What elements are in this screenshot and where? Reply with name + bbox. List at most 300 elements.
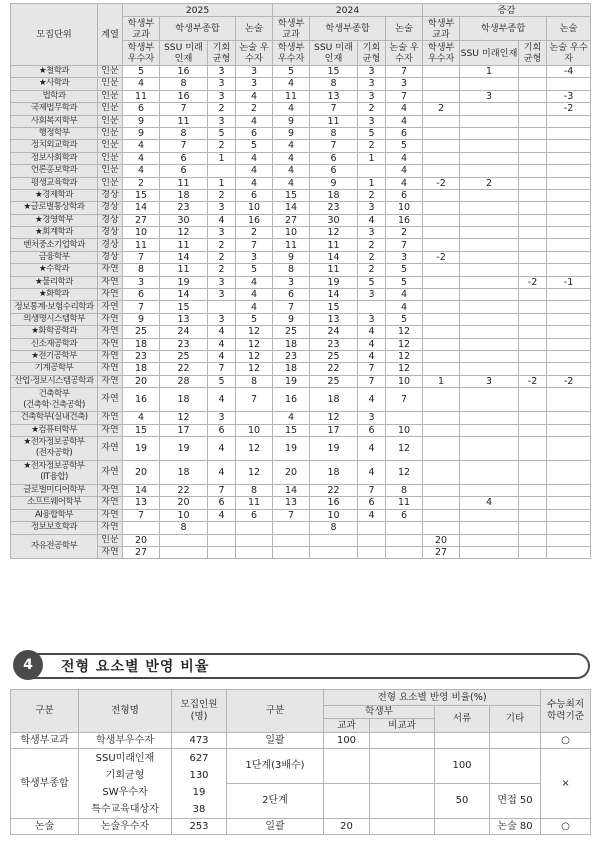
cell-noncurricular: [370, 733, 435, 749]
cell-value: 7: [160, 140, 208, 152]
cell-unit: 건축학부 (건축학·건축공학): [11, 388, 98, 412]
cell-value: [460, 388, 519, 412]
quota-item: 130: [189, 769, 209, 781]
cell-value: 15: [310, 301, 358, 313]
cell-value: [208, 546, 236, 558]
sub-header-ssu: SSU 미래인재: [160, 41, 208, 66]
cell-value: 8: [236, 375, 273, 387]
cell-value: [519, 90, 547, 102]
cell-value: 8: [160, 78, 208, 90]
cell-value: 5: [386, 264, 423, 276]
cell-value: 3: [208, 412, 236, 424]
cell-value: 3: [358, 227, 386, 239]
cell-value: 5: [358, 276, 386, 288]
table-body: [11, 66, 591, 559]
cell-value: [423, 363, 460, 375]
cell-value: 20: [123, 460, 160, 484]
cell-value: 8: [386, 484, 423, 496]
cell-value: 12: [310, 227, 358, 239]
cell-curricular: [324, 784, 370, 819]
cell-value: -2: [423, 251, 460, 263]
cell-value: 7: [386, 90, 423, 102]
cell-value: [423, 66, 460, 78]
cell-value: [519, 127, 547, 139]
cell-curricular: 20: [324, 819, 370, 835]
table-row: [11, 165, 591, 177]
quota-item: 627: [189, 752, 209, 764]
cell-value: [547, 522, 591, 534]
cell-unit: 정보통계·보험수리학과: [11, 301, 98, 313]
cell-value: 23: [160, 202, 208, 214]
cell-value: 3: [208, 313, 236, 325]
cell-value: 11: [160, 177, 208, 189]
cell-value: [547, 350, 591, 362]
cell-value: 4: [273, 177, 310, 189]
cell-value: [519, 140, 547, 152]
cell-value: 2: [236, 103, 273, 115]
cell-value: 23: [273, 350, 310, 362]
cell-value: 16: [310, 497, 358, 509]
cell-value: 3: [358, 202, 386, 214]
cell-value: 4: [123, 165, 160, 177]
cell-value: [460, 313, 519, 325]
cell-value: 1: [358, 177, 386, 189]
cell-value: 7: [208, 363, 236, 375]
cell-value: 2: [236, 227, 273, 239]
cell-value: 1: [208, 177, 236, 189]
group-header-nonsul: 논술: [547, 17, 591, 41]
cell-value: 3: [460, 375, 519, 387]
cell-value: 7: [358, 484, 386, 496]
cell-value: 19: [273, 436, 310, 460]
cell-value: 11: [273, 239, 310, 251]
cell-value: 4: [123, 140, 160, 152]
cell-value: 4: [208, 509, 236, 521]
cell-value: 19: [273, 375, 310, 387]
cell-value: [460, 239, 519, 251]
cell-track: 자연: [98, 509, 123, 521]
cell-value: 4: [123, 152, 160, 164]
cell-value: 2: [460, 177, 519, 189]
cell-value: 6: [160, 165, 208, 177]
section-title: 전형 요소별 반영 비율: [61, 659, 210, 675]
cell-etc: [490, 733, 541, 749]
cell-value: 2: [208, 251, 236, 263]
cell-value: 10: [236, 202, 273, 214]
cell-value: 14: [273, 484, 310, 496]
cell-value: 15: [273, 424, 310, 436]
cell-value: [460, 276, 519, 288]
cell-value: [460, 152, 519, 164]
cell-value: 19: [123, 436, 160, 460]
cell-value: [423, 301, 460, 313]
cell-value: [358, 522, 386, 534]
cell-value: 6: [160, 152, 208, 164]
cell-unit: ★전기공학부: [11, 350, 98, 362]
cell-value: 4: [358, 350, 386, 362]
cell-value: 12: [386, 436, 423, 460]
cell-value: 10: [386, 202, 423, 214]
cell-track: 인문: [98, 177, 123, 189]
cell-value: [547, 424, 591, 436]
table-row: [11, 733, 591, 749]
cell-value: [460, 546, 519, 558]
cell-value: [273, 522, 310, 534]
cell-value: [519, 313, 547, 325]
cell-value: [460, 189, 519, 201]
cell-value: 2: [208, 103, 236, 115]
cell-unit: ★화학과: [11, 289, 98, 301]
cell-value: 2: [358, 140, 386, 152]
cell-value: 4: [273, 103, 310, 115]
cell-curricular: [324, 749, 370, 784]
cell-noncurricular: [370, 819, 435, 835]
cell-value: 9: [123, 127, 160, 139]
table-row: [11, 388, 591, 412]
cell-value: 11: [160, 239, 208, 251]
cell-track: 경상: [98, 189, 123, 201]
sub-header-ssu: SSU 미래인재: [310, 41, 358, 66]
cell-value: [236, 546, 273, 558]
cell-value: 7: [310, 103, 358, 115]
cell-track: 인문: [98, 78, 123, 90]
table-row: [11, 227, 591, 239]
cell-value: 25: [310, 375, 358, 387]
cell-value: 16: [236, 214, 273, 226]
cell-value: [460, 301, 519, 313]
cell-value: 7: [386, 66, 423, 78]
table-row: [11, 546, 591, 558]
cell-value: 12: [236, 436, 273, 460]
cell-value: 15: [123, 424, 160, 436]
cell-value: [547, 484, 591, 496]
cell-track: 자연: [98, 326, 123, 338]
cell-value: 7: [208, 484, 236, 496]
cell-value: 16: [160, 66, 208, 78]
cell-value: 4: [208, 350, 236, 362]
cell-track: 자연: [98, 338, 123, 350]
cell-value: 7: [386, 239, 423, 251]
cell-value: 3: [358, 78, 386, 90]
cell-value: [460, 350, 519, 362]
cell-value: 4: [208, 338, 236, 350]
cell-value: 7: [310, 140, 358, 152]
cell-track: 경상: [98, 251, 123, 263]
cell-value: 10: [123, 227, 160, 239]
year-2024-header: 2024: [273, 4, 423, 17]
cell-track: 경상: [98, 202, 123, 214]
cell-value: 3: [460, 90, 519, 102]
cell-value: 12: [386, 326, 423, 338]
cell-value: [423, 127, 460, 139]
cell-value: [423, 424, 460, 436]
cell-value: [519, 251, 547, 263]
cell-curricular: 100: [324, 733, 370, 749]
cell-value: 14: [123, 484, 160, 496]
cell-value: [160, 534, 208, 546]
table-row: [11, 338, 591, 350]
cell-value: 8: [310, 78, 358, 90]
cell-value: [423, 276, 460, 288]
cell-value: [423, 522, 460, 534]
cell-unit: ★경영학부: [11, 214, 98, 226]
cell-value: 3: [236, 78, 273, 90]
cell-value: 8: [273, 264, 310, 276]
cell-unit: 기계공학부: [11, 363, 98, 375]
cell-value: [460, 460, 519, 484]
cell-track: 자연: [98, 497, 123, 509]
col-header-docs: 서류: [435, 706, 490, 733]
cell-value: 30: [310, 214, 358, 226]
cell-value: [519, 436, 547, 460]
cell-value: [547, 78, 591, 90]
cell-value: [460, 103, 519, 115]
table-row: [11, 276, 591, 288]
table-row: [11, 301, 591, 313]
cell-value: 18: [160, 388, 208, 412]
cell-value: [423, 338, 460, 350]
table-row: [11, 239, 591, 251]
cell-value: [519, 165, 547, 177]
table-row: [11, 152, 591, 164]
cell-track: 자연: [98, 546, 123, 558]
cell-value: 3: [208, 227, 236, 239]
table-row: [11, 264, 591, 276]
cell-value: 12: [386, 350, 423, 362]
cell-value: 25: [310, 350, 358, 362]
cell-value: [423, 313, 460, 325]
cell-name: 논술우수자: [79, 819, 172, 835]
cell-value: 4: [236, 152, 273, 164]
year-2025-header: 2025: [123, 4, 273, 17]
cell-value: [160, 546, 208, 558]
cell-value: 7: [160, 103, 208, 115]
cell-value: 4: [236, 301, 273, 313]
cell-unit: 정보보호학과: [11, 522, 98, 534]
table-row: [11, 127, 591, 139]
cell-value: 12: [386, 460, 423, 484]
cell-value: 6: [208, 497, 236, 509]
cell-value: -3: [547, 90, 591, 102]
cell-name: 학생부우수자: [79, 733, 172, 749]
table-row: [11, 66, 591, 78]
cell-track: 경상: [98, 214, 123, 226]
cell-value: 14: [310, 289, 358, 301]
cell-value: 2: [123, 177, 160, 189]
cell-value: 15: [273, 189, 310, 201]
cell-value: 12: [386, 338, 423, 350]
cell-value: 6: [386, 189, 423, 201]
cell-value: 7: [358, 363, 386, 375]
cell-value: 3: [386, 78, 423, 90]
cell-value: 7: [123, 251, 160, 263]
cell-value: 28: [160, 375, 208, 387]
cell-value: 20: [123, 375, 160, 387]
cell-value: [423, 326, 460, 338]
cell-value: [423, 214, 460, 226]
cell-track: 자연: [98, 264, 123, 276]
cell-value: [547, 301, 591, 313]
cell-value: -2: [519, 375, 547, 387]
cell-value: [547, 264, 591, 276]
cell-value: 16: [160, 90, 208, 102]
cell-value: 12: [160, 412, 208, 424]
sub-header-opportunity: 기회 균형: [519, 41, 547, 66]
section-heading: [13, 648, 590, 680]
cell-value: [519, 301, 547, 313]
group-header-jonghap: 학생부종합: [310, 17, 386, 41]
cell-min: ○: [541, 819, 591, 835]
col-header-stage: 구분: [227, 690, 324, 733]
cell-track: 자연: [98, 375, 123, 387]
cell-track: 인문: [98, 140, 123, 152]
cell-track: 자연: [98, 313, 123, 325]
cell-value: [547, 239, 591, 251]
cell-value: 6: [236, 127, 273, 139]
table-row: [11, 313, 591, 325]
cell-value: 8: [123, 264, 160, 276]
cell-unit: AI융합학부: [11, 509, 98, 521]
cell-value: [547, 251, 591, 263]
cell-value: 7: [123, 301, 160, 313]
cell-value: 9: [310, 177, 358, 189]
cell-value: 2: [208, 189, 236, 201]
cell-value: 6: [123, 289, 160, 301]
cell-value: 11: [310, 239, 358, 251]
cell-stage: 1단계(3배수): [227, 749, 324, 784]
cell-value: [236, 522, 273, 534]
cell-value: [423, 436, 460, 460]
cell-value: 3: [386, 251, 423, 263]
cell-value: [547, 412, 591, 424]
cell-value: 4: [273, 78, 310, 90]
sub-header-ssu: SSU 미래인재: [460, 41, 519, 66]
cell-value: 3: [358, 289, 386, 301]
group-header-jonghap: 학생부종합: [160, 17, 236, 41]
cell-value: 9: [273, 127, 310, 139]
cell-unit: ★전자정보공학부 (IT융합): [11, 460, 98, 484]
cell-value: 18: [310, 388, 358, 412]
cell-stage: 2단계: [227, 784, 324, 819]
cell-track: 인문: [98, 127, 123, 139]
cell-value: 7: [123, 509, 160, 521]
admissions-quota-table: [10, 3, 591, 559]
cell-value: [460, 127, 519, 139]
cell-value: [547, 436, 591, 460]
cell-min: ×: [541, 749, 591, 819]
cell-value: [423, 388, 460, 412]
cell-value: 14: [160, 251, 208, 263]
cell-unit: 법학과: [11, 90, 98, 102]
cell-value: [423, 497, 460, 509]
sub-header-opportunity: 기회 균형: [208, 41, 236, 66]
cell-track: 인문: [98, 152, 123, 164]
cell-value: 9: [273, 313, 310, 325]
cell-value: 1: [358, 152, 386, 164]
cell-value: 20: [423, 534, 460, 546]
cell-value: 2: [208, 239, 236, 251]
col-header-ratio: 전형 요소별 반영 비율(%): [324, 690, 541, 706]
cell-value: 10: [386, 375, 423, 387]
cell-value: 3: [208, 115, 236, 127]
cell-type: 학생부교과: [11, 733, 79, 749]
cell-value: [547, 189, 591, 201]
cell-value: 7: [358, 375, 386, 387]
cell-quota: 473: [172, 733, 227, 749]
cell-value: 15: [123, 189, 160, 201]
cell-value: [423, 165, 460, 177]
cell-type: 논술: [11, 819, 79, 835]
cell-value: 3: [358, 313, 386, 325]
col-header-name: 전형명: [79, 690, 172, 733]
cell-value: 2: [358, 264, 386, 276]
cell-value: [423, 152, 460, 164]
cell-value: [423, 484, 460, 496]
cell-track: 자연: [98, 289, 123, 301]
cell-value: [423, 289, 460, 301]
cell-value: 3: [208, 276, 236, 288]
table-row: [11, 214, 591, 226]
cell-value: 2: [386, 227, 423, 239]
cell-unit: ★수학과: [11, 264, 98, 276]
cell-value: 10: [386, 424, 423, 436]
cell-value: [460, 227, 519, 239]
cell-etc: 논술 80: [490, 819, 541, 835]
col-header-track: 계열: [98, 4, 123, 66]
cell-unit: 자유전공학부: [11, 534, 98, 559]
cell-value: [547, 227, 591, 239]
cell-value: 5: [208, 375, 236, 387]
cell-value: [386, 546, 423, 558]
cell-value: [547, 534, 591, 546]
cell-value: [460, 424, 519, 436]
cell-value: 17: [160, 424, 208, 436]
cell-value: 24: [310, 326, 358, 338]
table-row: [11, 177, 591, 189]
cell-value: 6: [236, 189, 273, 201]
quota-item: 19: [192, 786, 206, 798]
cell-value: 22: [310, 484, 358, 496]
col-header-etc: 기타: [490, 706, 541, 733]
cell-unit: ★물리학과: [11, 276, 98, 288]
cell-value: 27: [423, 546, 460, 558]
cell-value: 6: [123, 103, 160, 115]
cell-min: ○: [541, 733, 591, 749]
cell-value: [547, 214, 591, 226]
cell-value: 4: [208, 460, 236, 484]
table-header: [11, 4, 591, 66]
cell-value: 4: [358, 326, 386, 338]
cell-value: 4: [386, 152, 423, 164]
cell-value: [547, 326, 591, 338]
cell-value: 6: [358, 424, 386, 436]
cell-track: 자연: [98, 424, 123, 436]
cell-value: 12: [236, 460, 273, 484]
cell-value: 10: [236, 424, 273, 436]
cell-value: 3: [358, 115, 386, 127]
cell-value: 4: [123, 78, 160, 90]
cell-value: 1: [423, 375, 460, 387]
col-header-quota: 모집인원 (명): [172, 690, 227, 733]
cell-stage: 일괄: [227, 733, 324, 749]
cell-value: -4: [547, 66, 591, 78]
cell-track: 인문: [98, 115, 123, 127]
table-row: [11, 819, 591, 835]
cell-value: 9: [123, 115, 160, 127]
cell-value: 12: [236, 350, 273, 362]
cell-value: 5: [358, 127, 386, 139]
cell-value: 4: [208, 326, 236, 338]
